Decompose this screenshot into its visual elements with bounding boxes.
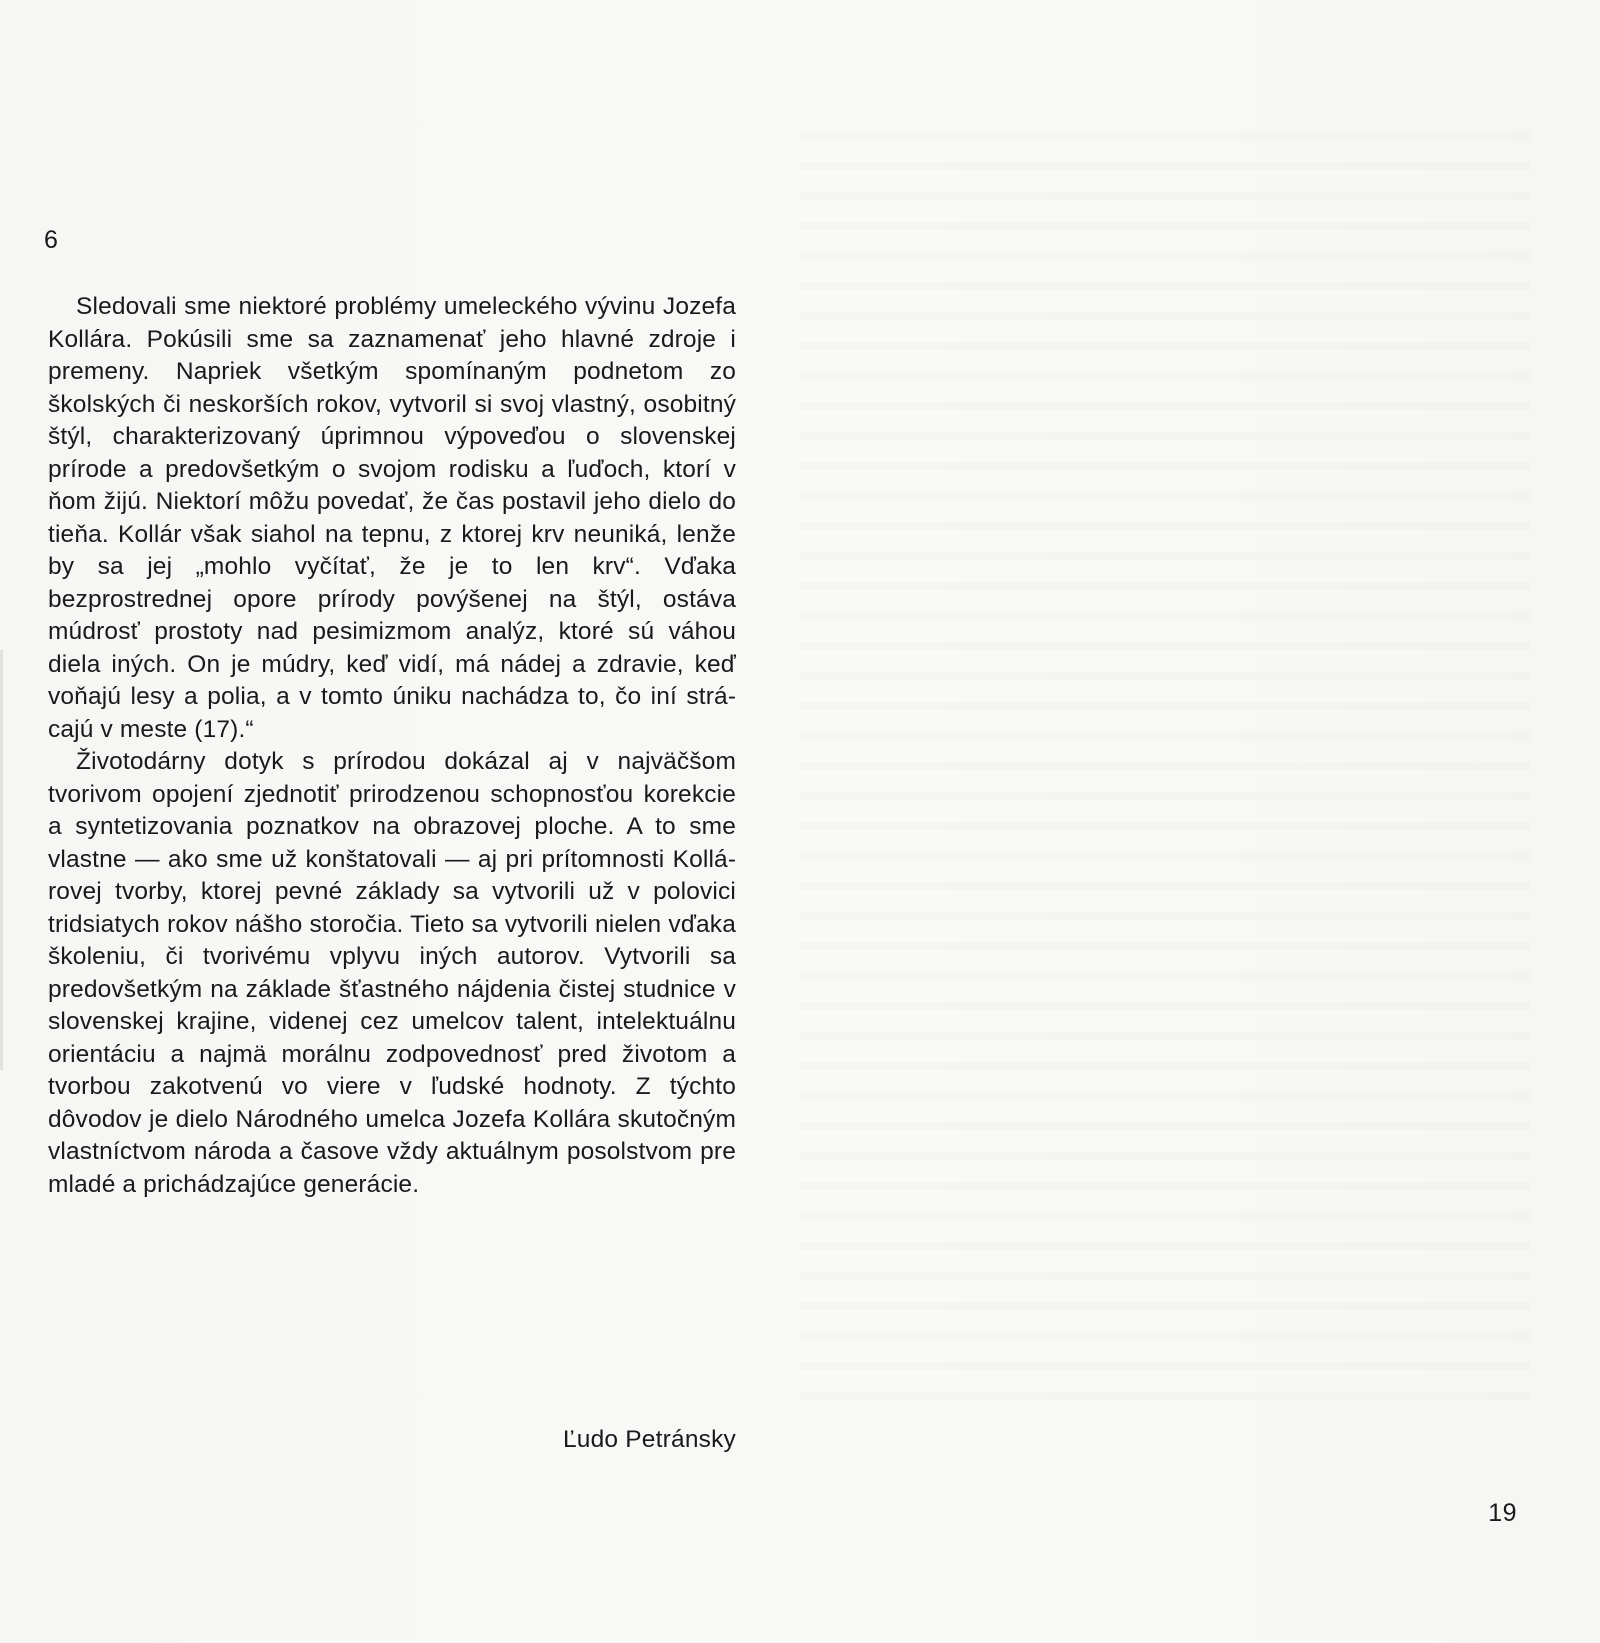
section-number: 6 (44, 226, 59, 254)
paragraph-2: Životodárny dotyk s prírodou dokázal aj v najväčšom tvorivom opojení zjednotiť prirodzenou schopnosťou korekcie a syntetizovania poznatkov na obrazovej ploche. A to sme vlastne — ako sme už konštatovali — aj pri prítomnosti Kollárovej tvorby, ktorej pevné základy sa vytvorili už v polovici tridsiatych rokov nášho storočia. Tieto sa vytvorili nielen vďaka školeniu, či tvorivému vplyvu iných autorov. Vytvorili sa predovšetkým na základe šťastného nájdenia čistej studnice v slovenskej krajine, videnej cez umelcov talent, intelektuálnu orientáciu a najmä morálnu zodpovednosť pred životom a tvorbou zakotvenú vo viere v ľudské hodnoty. Z týchto dôvodov je dielo Národného umelca Jozefa Kollára skutočným vlastníctvom národa a časove vždy aktuálnym posolstvom pre mladé a prichádzajúce generácie. (48, 748, 736, 1198)
author-signature: Ľudo Petránsky (562, 1426, 736, 1453)
page-number: 19 (1488, 1499, 1517, 1527)
paragraph-1: Sledovali sme niektoré problémy umeleckého vývinu Jozefa Kollára. Pokúsili sme sa zaznamenať jeho hlavné zdroje i premeny. Napriek všetkým spomínaným podnetom zo školských či neskorších rokov, vytvoril si svoj vlastný, osobitný štýl, charakterizovaný úprimnou výpoveďou o slovenskej prírode a predovšetkým o svojom rodisku a ľuďoch, ktorí v ňom žijú. Niektorí môžu povedať, že čas postavil jeho dielo do tieňa. Kollár však siahol na tepnu, z ktorej krv neuniká, lenže by sa jej „mohlo vyčítať, že je to len krv“. Vďaka bezprostrednej opore prírody povýšenej na štýl, ostáva múdrosť prostoty nad pesimizmom analýz, ktoré sú váhou diela iných. On je múdry, keď vidí, má nádej a zdravie, keď voňajú lesy a polia, a v tomto úniku nachádza to, čo iní strácajú v meste (17).“ (48, 293, 736, 743)
show-through-text-area (800, 110, 1530, 1410)
page-edge-shadow (0, 650, 3, 1070)
essay-body (48, 291, 736, 1201)
